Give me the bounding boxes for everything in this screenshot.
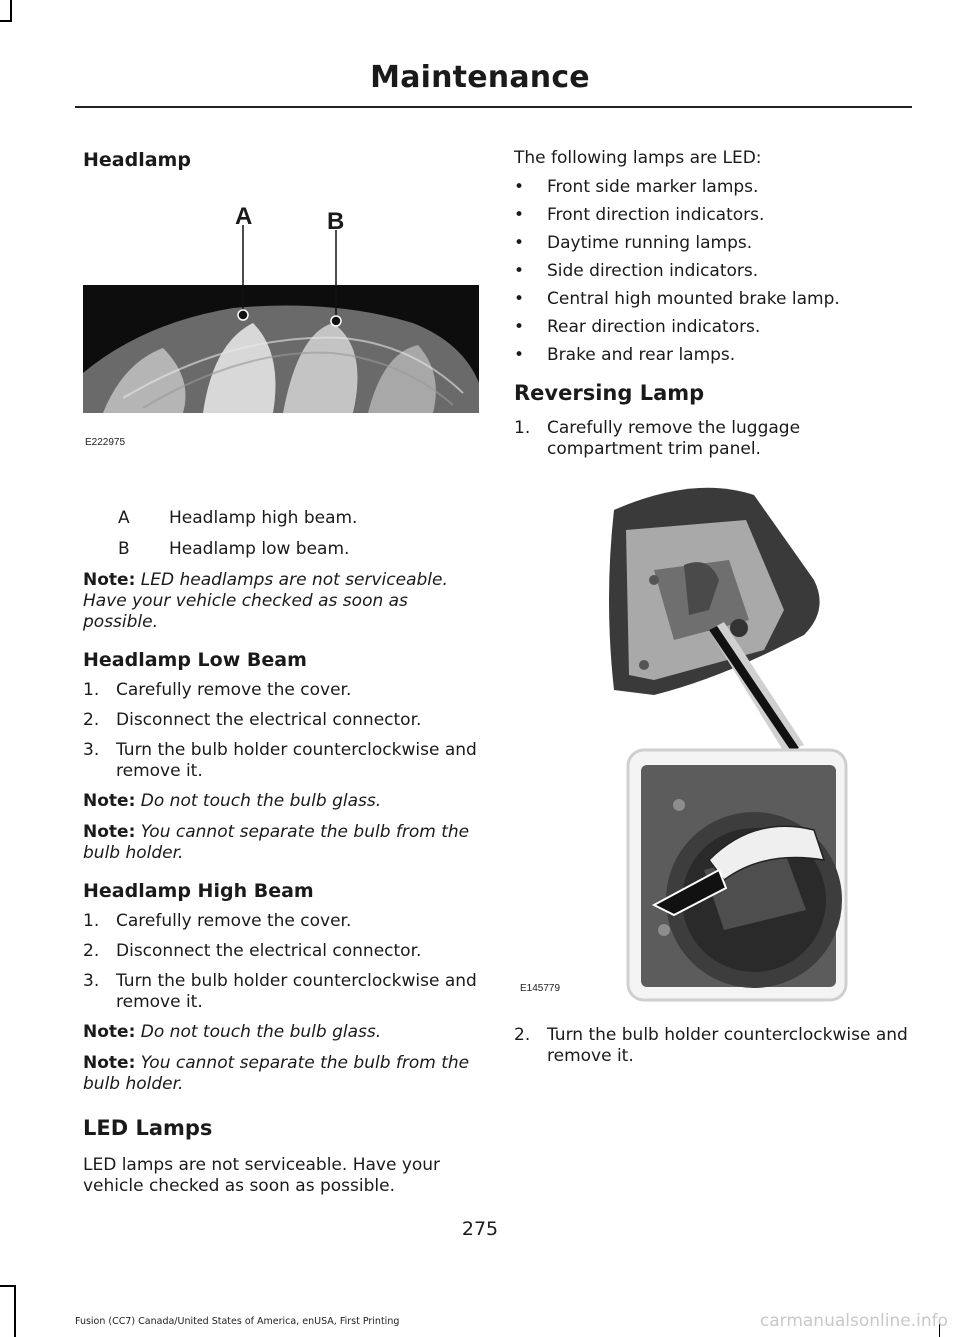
step-text: Carefully remove the cover. — [116, 911, 352, 931]
figure-code: E145779 — [520, 983, 561, 994]
step-text: Carefully remove the cover. — [116, 680, 352, 700]
led-intro: The following lamps are LED: — [514, 148, 762, 168]
page-title: Maintenance — [370, 60, 590, 95]
note-bulb-glass — [83, 1022, 483, 1043]
crop-mark — [10, 0, 12, 20]
note-label: Note: — [83, 822, 136, 842]
header-rule — [75, 106, 912, 108]
list-item — [514, 1025, 914, 1067]
note-led-headlamps — [83, 570, 483, 633]
reversing-lamp-heading: Reversing Lamp — [514, 381, 705, 405]
step-text: Turn the bulb holder counterclockwise and remove it. — [547, 1025, 908, 1066]
headlamp-illustration — [83, 173, 479, 423]
callout-a-label: A — [235, 203, 253, 230]
step-number: 2. — [514, 1025, 531, 1045]
list-item-text: Side direction indicators. — [547, 261, 759, 281]
reversing-step-2 — [514, 1025, 914, 1067]
list-item-text: Daytime running lamps. — [547, 233, 753, 253]
step-number: 1. — [83, 911, 100, 931]
watermark: carmanualsonline.info — [759, 1311, 948, 1331]
reversing-lamp-illustration — [514, 460, 910, 1020]
step-text: Disconnect the electrical connector. — [116, 941, 422, 961]
legend-text: Headlamp low beam. — [169, 539, 350, 559]
list-item — [83, 941, 483, 962]
figure-code: E222975 — [85, 437, 126, 448]
crop-mark — [0, 1285, 16, 1287]
headlamp-heading: Headlamp — [83, 149, 191, 171]
legend-text: Headlamp high beam. — [169, 508, 358, 528]
list-item-text: Front side marker lamps. — [547, 177, 759, 197]
high-beam-steps — [83, 911, 483, 1013]
list-item — [83, 911, 483, 932]
list-item-text: Central high mounted brake lamp. — [547, 289, 840, 309]
legend — [83, 508, 483, 570]
right-column — [514, 145, 914, 1067]
edition-text: Fusion (CC7) Canada/United States of America, enUSA, First Printing — [75, 1316, 400, 1327]
note-label: Note: — [83, 570, 136, 590]
led-lamps-heading: LED Lamps — [83, 1116, 213, 1140]
list-item-text: Front direction indicators. — [547, 205, 765, 225]
led-lamp-list — [514, 177, 914, 366]
list-item — [514, 261, 914, 282]
bullet: • — [514, 317, 525, 337]
crop-mark — [14, 1285, 16, 1337]
bullet: • — [514, 289, 525, 309]
list-item — [514, 177, 914, 198]
list-item — [514, 317, 914, 338]
bullet: • — [514, 261, 525, 281]
note-text: Do not touch the bulb glass. — [140, 791, 382, 811]
step-number: 1. — [83, 680, 100, 700]
callout-b-label: B — [327, 208, 345, 235]
list-item — [514, 205, 914, 226]
step-number: 2. — [83, 710, 100, 730]
bullet: • — [514, 233, 525, 253]
note-separate-bulb — [83, 822, 483, 864]
note-separate-bulb — [83, 1053, 483, 1095]
legend-row — [83, 539, 483, 570]
step-text: Carefully remove the luggage compartment trim panel. — [547, 418, 801, 459]
note-label: Note: — [83, 791, 136, 811]
note-bulb-glass — [83, 791, 483, 812]
step-number: 3. — [83, 971, 100, 991]
note-text: You cannot separate the bulb from the bulb holder. — [83, 822, 470, 863]
step-number: 3. — [83, 740, 100, 760]
low-beam-heading: Headlamp Low Beam — [83, 649, 307, 671]
legend-key: B — [118, 539, 130, 559]
legend-key: A — [118, 508, 130, 528]
reversing-step-1 — [514, 418, 914, 460]
bullet: • — [514, 205, 525, 225]
led-lamps-text: LED lamps are not serviceable. Have your vehicle checked as soon as possible. — [83, 1155, 441, 1196]
step-text: Turn the bulb holder counterclockwise and remove it. — [116, 971, 477, 1012]
bullet: • — [514, 177, 525, 197]
list-item — [514, 418, 914, 460]
note-text: Do not touch the bulb glass. — [140, 1022, 382, 1042]
list-item-text: Brake and rear lamps. — [547, 345, 736, 365]
legend-row — [83, 508, 483, 539]
low-beam-steps — [83, 680, 483, 782]
list-item — [83, 740, 483, 782]
bullet: • — [514, 345, 525, 365]
note-label: Note: — [83, 1053, 136, 1073]
list-item — [83, 710, 483, 731]
headlamp-figure — [83, 173, 483, 463]
list-item — [514, 233, 914, 254]
step-text: Disconnect the electrical connector. — [116, 710, 422, 730]
reversing-lamp-figure — [514, 460, 914, 1025]
note-label: Note: — [83, 1022, 136, 1042]
step-text: Turn the bulb holder counterclockwise and remove it. — [116, 740, 477, 781]
list-item — [514, 345, 914, 366]
list-item — [83, 680, 483, 701]
page-number: 275 — [461, 1218, 499, 1240]
list-item-text: Rear direction indicators. — [547, 317, 761, 337]
crop-mark — [0, 20, 12, 22]
left-column — [83, 145, 483, 1197]
list-item — [83, 971, 483, 1013]
step-number: 2. — [83, 941, 100, 961]
note-text: You cannot separate the bulb from the bulb holder. — [83, 1053, 470, 1094]
note-text: LED headlamps are not serviceable. Have your vehicle checked as soon as possible. — [83, 570, 448, 632]
step-number: 1. — [514, 418, 531, 438]
list-item — [514, 289, 914, 310]
high-beam-heading: Headlamp High Beam — [83, 880, 314, 902]
